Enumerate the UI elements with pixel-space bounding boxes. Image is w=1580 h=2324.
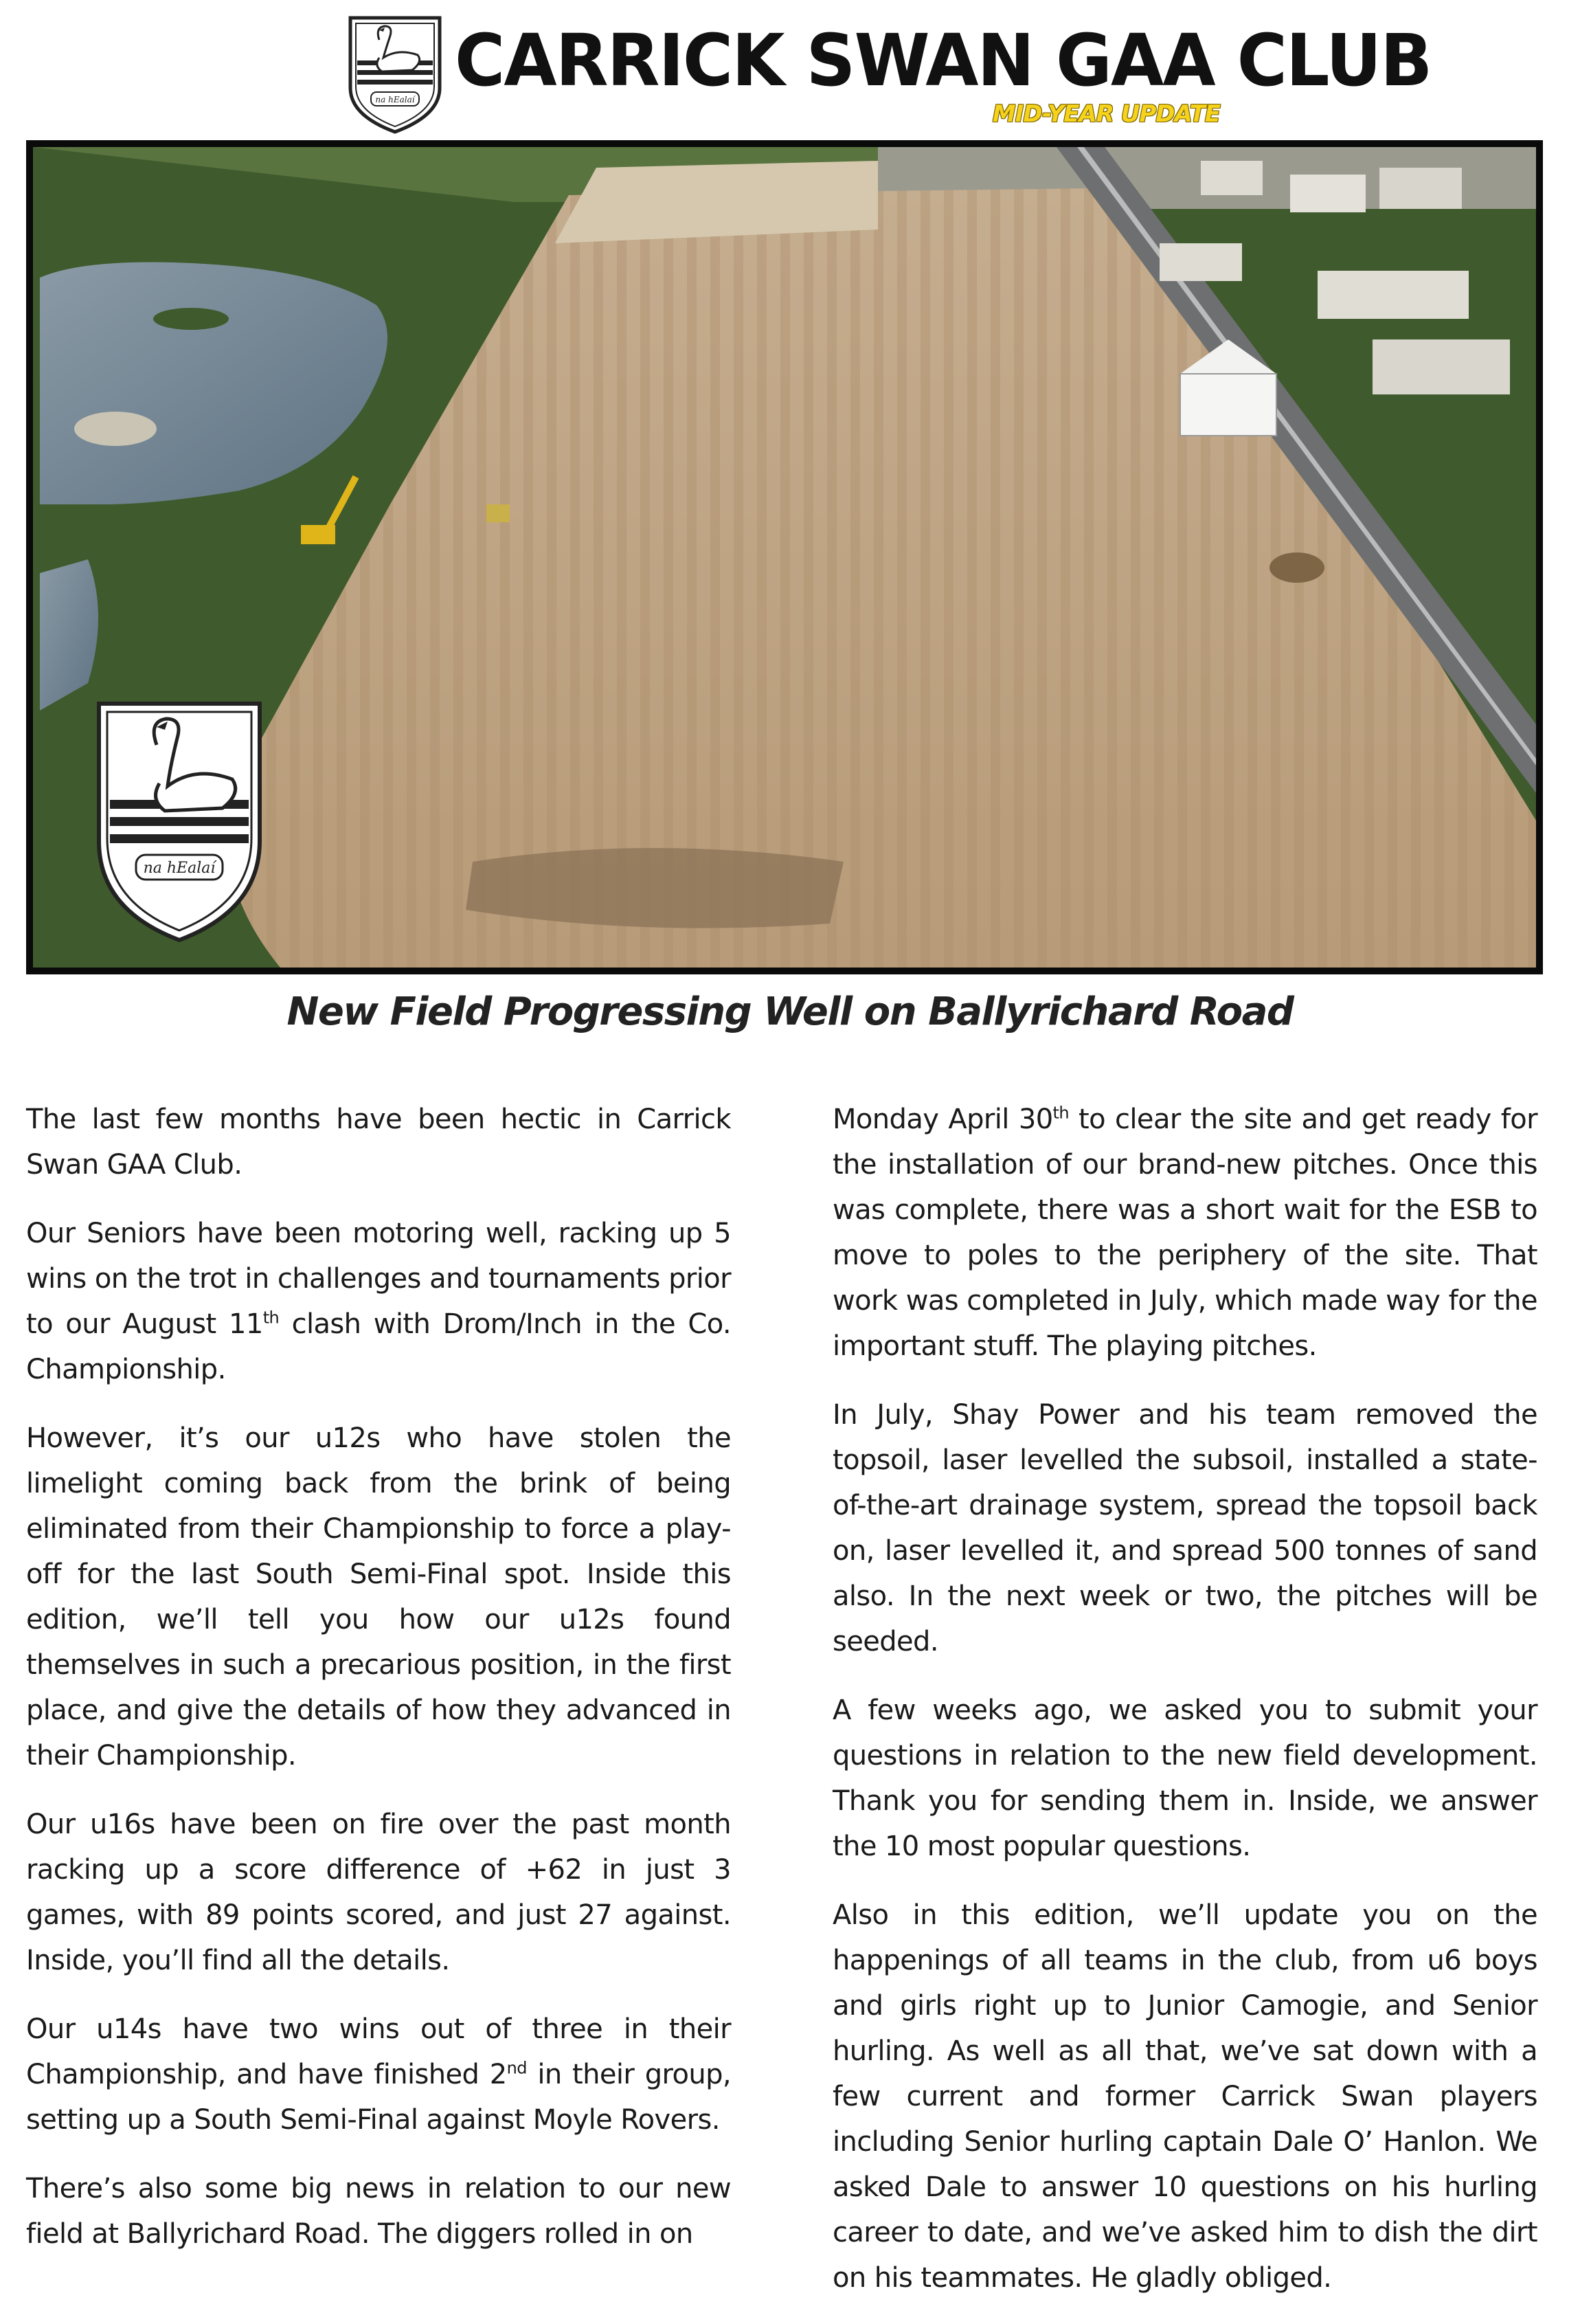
article-left-column — [26, 1097, 731, 2280]
photo-caption: New Field Progressing Well on Ballyrichard Road — [286, 990, 1294, 1034]
paragraph: The last few months have been hectic in Carrick Swan GAA Club. — [26, 1104, 731, 1181]
swan-crest-icon — [343, 12, 447, 135]
overlay-crest-icon — [99, 704, 260, 940]
paragraph: Monday April 30th to clear the site and get ready for the installation of our brand-new pitches. Once this was complete, there was a short wait for the ESB to move to poles to the periphery of the site. That work was completed in July, which made way for the important stuff. The playing pitches. — [833, 1103, 1537, 1362]
crest-motto: na hEalaí — [375, 95, 415, 104]
masthead — [0, 0, 1580, 137]
edition-tag: MID-YEAR UPDATE — [992, 100, 1220, 128]
article-right-column — [833, 1097, 1537, 2324]
paragraph: Our u16s have been on fire over the past month racking up a score difference of +62 in just 3 games, with 89 points scored, and just 27 against. Inside, you’ll find all the details. — [26, 1809, 731, 1976]
paragraph: However, it’s our u12s who have stolen the limelight coming back from the brink of being eliminated from their Championship to force a play-off for the last South Semi-Final spot. Inside this edition, we’ll tell you how our u12s found themselves in such a precarious position, in the first place, and give the details of how they advanced in their Championship. — [26, 1422, 731, 1772]
paragraph: Our Seniors have been motoring well, racking up 5 wins on the trot in challenges and tournaments prior to our August 11th clash with Drom/Inch in the Co. Championship. — [26, 1218, 732, 1385]
overlay-crest-motto: na hEalaí — [143, 860, 216, 877]
paragraph: There’s also some big news in relation to our new field at Ballyrichard Road. The diggers rolled in on — [26, 2173, 731, 2250]
paragraph: Our u14s have two wins out of three in their Championship, and have finished 2nd in their group, setting up a South Semi-Final against Moyle Rovers. — [26, 2013, 731, 2136]
aerial-photo-frame — [26, 140, 1543, 974]
paragraph: Also in this edition, we’ll update you on the happenings of all teams in the club, from u6 boys and girls right up to Junior Camogie, and Senior hurling. As well as all that, we’ve sat down with a few current and former Carrick Swan players including Senior hurling captain Dale O’ Hanlon. We asked Dale to answer 10 questions on his hurling career to date, and we’ve asked him to dish the dirt on his teammates. He gladly obliged. — [833, 1899, 1537, 2294]
aerial-field-photo — [33, 147, 1536, 968]
paragraph: A few weeks ago, we asked you to submit your questions in relation to the new field development. Thank you for sending them in. Inside, we answer the 10 most popular questions. — [833, 1695, 1537, 1862]
paragraph: In July, Shay Power and his team removed the topsoil, laser levelled the subsoil, installed a state-of-the-art drainage system, spread the topsoil back on, laser levelled it, and spread 500 tonnes of sand also. In the next week or two, the pitches will be seeded. — [833, 1399, 1537, 1657]
club-title: CARRICK SWAN GAA CLUB — [455, 19, 1432, 102]
